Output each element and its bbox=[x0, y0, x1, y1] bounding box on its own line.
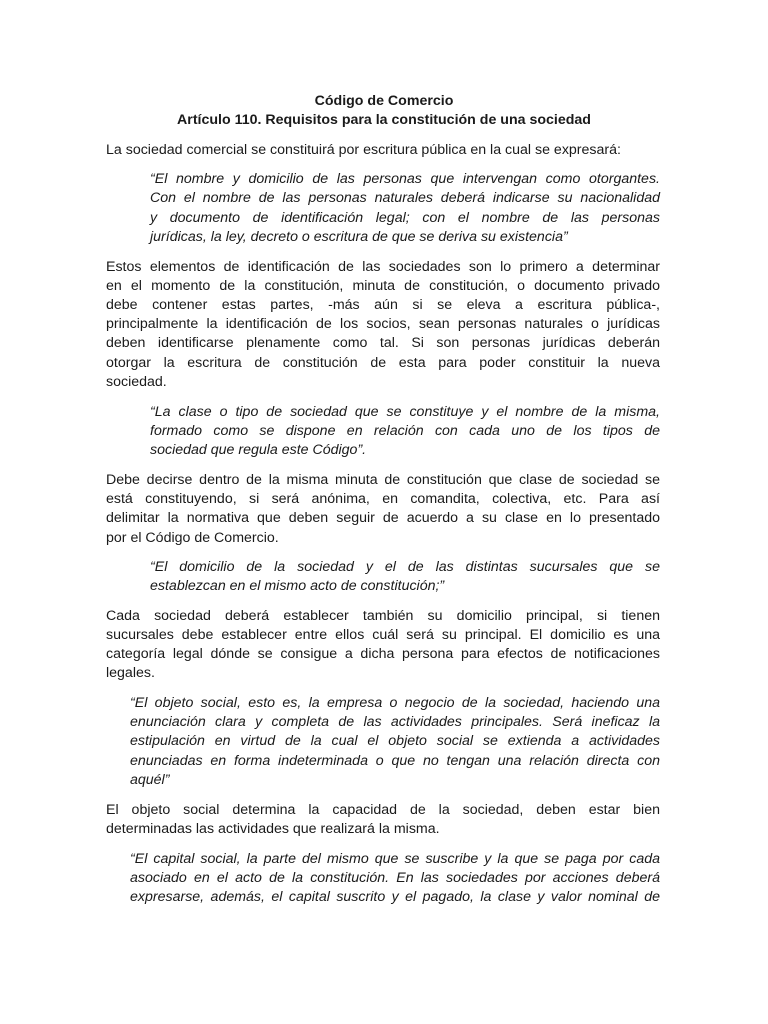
quote-line: “La clase o tipo de sociedad que se constituye y el nombre de la misma, bbox=[150, 404, 660, 420]
paragraph-line: Debe decirse dentro de la misma minuta de constitución que clase de sociedad se bbox=[106, 472, 660, 488]
paragraph-line: Cada sociedad deberá establecer también su domicilio principal, si tienen bbox=[106, 608, 660, 624]
paragraph-line: en el momento de la constitución, minuta de constitución, o documento privado bbox=[106, 278, 660, 294]
quote-line: “El capital social, la parte del mismo que se suscribe y la que se paga por cada bbox=[130, 851, 660, 867]
paragraph-line: Estos elementos de identificación de las sociedades son lo primero a determinar bbox=[106, 259, 660, 275]
quote-line: y documento de identificación legal; con el nombre de las personas bbox=[150, 210, 660, 226]
quote-line: enunciadas en forma indeterminada o que no tengan una relación directa con bbox=[130, 753, 660, 769]
quote-line: aquél” bbox=[130, 772, 170, 788]
quote-line: “El domicilio de la sociedad y el de las distintas sucursales que se bbox=[150, 559, 660, 575]
quote-line: formado como se dispone en relación con cada uno de los tipos de bbox=[150, 423, 660, 439]
paragraph-line: legales. bbox=[106, 665, 155, 681]
paragraph-line: otorgar la escritura de constitución de esta para poder constituir la nueva bbox=[106, 355, 660, 371]
paragraph-line: está constituyendo, si será anónima, en comandita, colectiva, etc. Para así bbox=[106, 491, 660, 507]
quote-line: enunciación clara y completa de las actividades principales. Será ineficaz la bbox=[130, 714, 660, 730]
quote-line: sociedad que regula este Código”. bbox=[150, 442, 367, 458]
quote-line: asociado en el acto de la constitución. En las sociedades por acciones deberá bbox=[130, 870, 660, 886]
paragraph-line: sucursales debe establecer entre ellos cuál será su principal. El domicilio es una bbox=[106, 627, 660, 643]
quote-line: Con el nombre de las personas naturales deberá indicarse su nacionalidad bbox=[150, 190, 660, 206]
paragraph-line: La sociedad comercial se constituirá por escritura pública en la cual se expresará: bbox=[106, 142, 621, 158]
document-title: Código de Comercio bbox=[314, 93, 454, 109]
quote-line: “El nombre y domicilio de las personas que intervengan como otorgantes. bbox=[150, 171, 660, 187]
quote-line: estipulación en virtud de la cual el objeto social se extienda a actividades bbox=[130, 733, 660, 749]
quote-line: establezcan en el mismo acto de constitución;” bbox=[150, 578, 445, 594]
quote-line: “El objeto social, esto es, la empresa o negocio de la sociedad, haciendo una bbox=[130, 695, 660, 711]
paragraph-line: deben identificarse plenamente como tal. Si son personas jurídicas deberán bbox=[106, 335, 660, 351]
paragraph-line: determinadas las actividades que realizará la misma. bbox=[106, 821, 440, 837]
paragraph-line: debe contener estas partes, -más aún si se eleva a escritura pública-, bbox=[106, 297, 660, 313]
quote-line: jurídicas, la ley, decreto o escritura de que se deriva su existencia” bbox=[150, 229, 568, 245]
paragraph-line: categoría legal dónde se consigue a dicha persona para efectos de notificaciones bbox=[106, 646, 660, 662]
paragraph-line: El objeto social determina la capacidad de la sociedad, deben estar bien bbox=[106, 802, 660, 818]
paragraph-line: por el Código de Comercio. bbox=[106, 530, 279, 546]
quote-line: expresarse, además, el capital suscrito y el pagado, la clase y valor nominal de bbox=[130, 889, 660, 905]
article-heading: Artículo 110. Requisitos para la constitución de una sociedad bbox=[177, 112, 591, 128]
paragraph-line: sociedad. bbox=[106, 374, 167, 390]
paragraph-line: principalmente la identificación de los socios, sean personas naturales o jurídicas bbox=[106, 316, 660, 332]
paragraph-line: delimitar la normativa que deben seguir de acuerdo a su clase en lo presentado bbox=[106, 510, 660, 526]
